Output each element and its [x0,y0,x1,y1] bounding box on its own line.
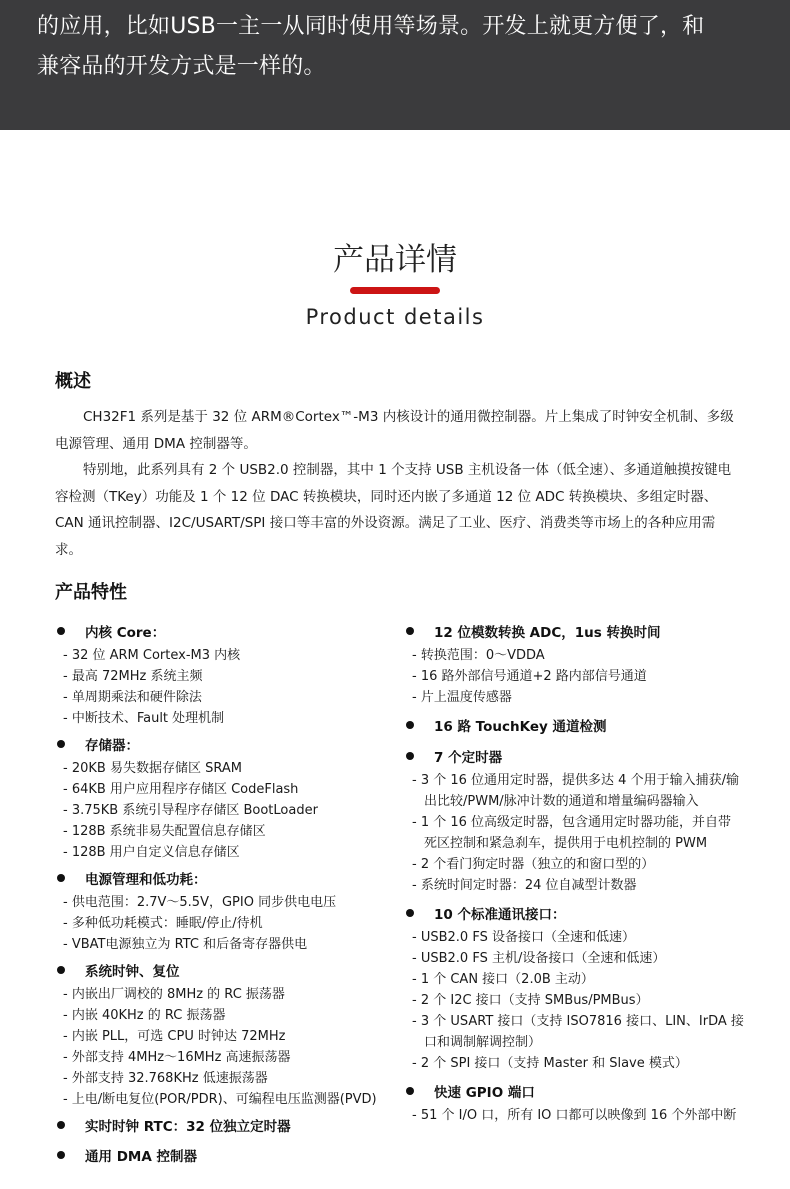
feature-item: - 3 个 USART 接口（支持 ISO7816 接口、LIN、IrDA 接口和调制解调控制） [412,1014,744,1050]
feature-category-title: 内核 Core： [85,625,166,641]
feature-item: - 上电/断电复位(POR/PDR)、可编程电压监测器(PVD) [63,1092,377,1107]
feature-item: - 20KB 易失数据存储区 SRAM [63,761,242,776]
feature-item: - 最高 72MHz 系统主频 [63,669,203,684]
bullet-icon [406,752,414,760]
feature-item: - USB2.0 FS 设备接口（全速和低速） [412,930,635,945]
feature-category-title: 16 路 TouchKey 通道检测 [434,719,607,735]
feature-item: - 64KB 用户应用程序存储区 CodeFlash [63,782,299,797]
title-underline [350,287,440,294]
feature-item: - 单周期乘法和硬件除法 [63,690,202,705]
feature-item: - 128B 系统非易失配置信息存储区 [63,824,266,839]
feature-item: - VBAT电源独立为 RTC 和后备寄存器供电 [63,937,308,952]
feature-item: - 片上温度传感器 [412,690,512,705]
feature-category [404,620,744,642]
feature-category-title: 实时时钟 RTC：32 位独立定时器 [85,1119,291,1135]
feature-item: - 1 个 CAN 接口（2.0B 主动） [412,972,594,987]
feature-category [55,1144,400,1166]
section-title: 产品详情 [333,242,457,278]
banner-line-2: 兼容品的开发方式是一样的。 [37,54,326,79]
feature-item: - 外部支持 4MHz～16MHz 高速振荡器 [63,1050,291,1065]
bullet-icon [406,1087,414,1095]
feature-item: - 内嵌 40KHz 的 RC 振荡器 [63,1008,226,1023]
banner-line-1: 的应用，比如USB一主一从同时使用等场景。开发上就更方便了，和 [37,14,705,39]
feature-item: - 转换范围：0～VDDA [412,648,545,663]
feature-category-title: 快速 GPIO 端口 [434,1085,535,1101]
bullet-icon [406,909,414,917]
bullet-icon [57,1121,65,1129]
feature-category-title: 7 个定时器 [434,750,503,766]
feature-category-title: 10 个标准通讯接口： [434,907,566,923]
feature-item: - 中断技术、Fault 处理机制 [63,711,225,726]
top-banner [0,0,790,130]
bullet-icon [406,721,414,729]
feature-category [404,902,744,924]
overview-paragraph-1: CH32F1 系列是基于 32 位 ARM®Cortex™-M3 内核设计的通用微控制器。片上集成了时钟安全机制、多级电源管理、通用 DMA 控制器等。 [55,409,734,452]
feature-item: - 32 位 ARM Cortex-M3 内核 [63,648,241,663]
overview-paragraph-2: 特别地，此系列具有 2 个 USB2.0 控制器，其中 1 个支持 USB 主机设备一体（低全速）、多通道触摸按键电容检测（TKey）功能及 1 个 12 位 DAC 转换模块，同时还内嵌了多通道 12 位 ADC 转换模块、多组定时器、CAN 通讯控制器、I2C/USART/SPI 接口等丰富的外设资源。满足了工业、医疗、消费类等市场上的各种应用需求。 [55,462,732,558]
feature-category-title: 系统时钟、复位 [85,964,180,980]
features-right-column [404,616,744,1126]
feature-category [404,714,744,736]
feature-item: - 供电范围：2.7V～5.5V，GPIO 同步供电电压 [63,895,337,910]
features-left-column [55,616,400,1166]
feature-category [55,959,400,981]
feature-item: - 2 个 SPI 接口（支持 Master 和 Slave 模式） [412,1056,688,1071]
feature-item: - 2 个看门狗定时器（独立的和窗口型的） [412,857,655,872]
bullet-icon [57,1151,65,1159]
feature-item: - 16 路外部信号通道+2 路内部信号通道 [412,669,647,684]
feature-item: - 128B 用户自定义信息存储区 [63,845,240,860]
feature-item: - 2 个 I2C 接口（支持 SMBus/PMBus） [412,993,649,1008]
feature-item: - 3.75KB 系统引导程序存储区 BootLoader [63,803,318,818]
feature-item: - 系统时间定时器：24 位自减型计数器 [412,878,637,893]
feature-item: - USB2.0 FS 主机/设备接口（全速和低速） [412,951,666,966]
feature-item: - 1 个 16 位高级定时器，包含通用定时器功能，并自带死区控制和紧急刹车，提供用于电机控制的 PWM [412,815,732,851]
feature-category-title: 通用 DMA 控制器 [85,1149,197,1165]
bullet-icon [57,627,65,635]
feature-category [55,733,400,755]
feature-item: - 多种低功耗模式：睡眠/停止/待机 [63,916,263,931]
section-subtitle: Product details [305,305,485,329]
bullet-icon [57,740,65,748]
feature-item: - 51 个 I/O 口，所有 IO 口都可以映像到 16 个外部中断 [412,1108,737,1123]
feature-item: - 3 个 16 位通用定时器，提供多达 4 个用于输入捕获/输出比较/PWM/脉冲计数的通道和增量编码器输入 [412,773,739,809]
feature-category [55,1114,400,1136]
feature-category-title: 存储器： [85,738,139,754]
feature-category-title: 12 位模数转换 ADC，1us 转换时间 [434,625,661,641]
feature-category-title: 电源管理和低功耗： [85,872,207,888]
feature-category [404,1080,744,1102]
overview-heading: 概述 [55,371,91,392]
bullet-icon [57,966,65,974]
features-heading: 产品特性 [55,582,127,603]
bullet-icon [57,874,65,882]
feature-item: - 外部支持 32.768KHz 低速振荡器 [63,1071,268,1086]
feature-category [404,745,744,767]
feature-item: - 内嵌出厂调校的 8MHz 的 RC 振荡器 [63,987,285,1002]
feature-category [55,620,400,642]
bullet-icon [406,627,414,635]
feature-item: - 内嵌 PLL，可选 CPU 时钟达 72MHz [63,1029,286,1044]
feature-category [55,867,400,889]
